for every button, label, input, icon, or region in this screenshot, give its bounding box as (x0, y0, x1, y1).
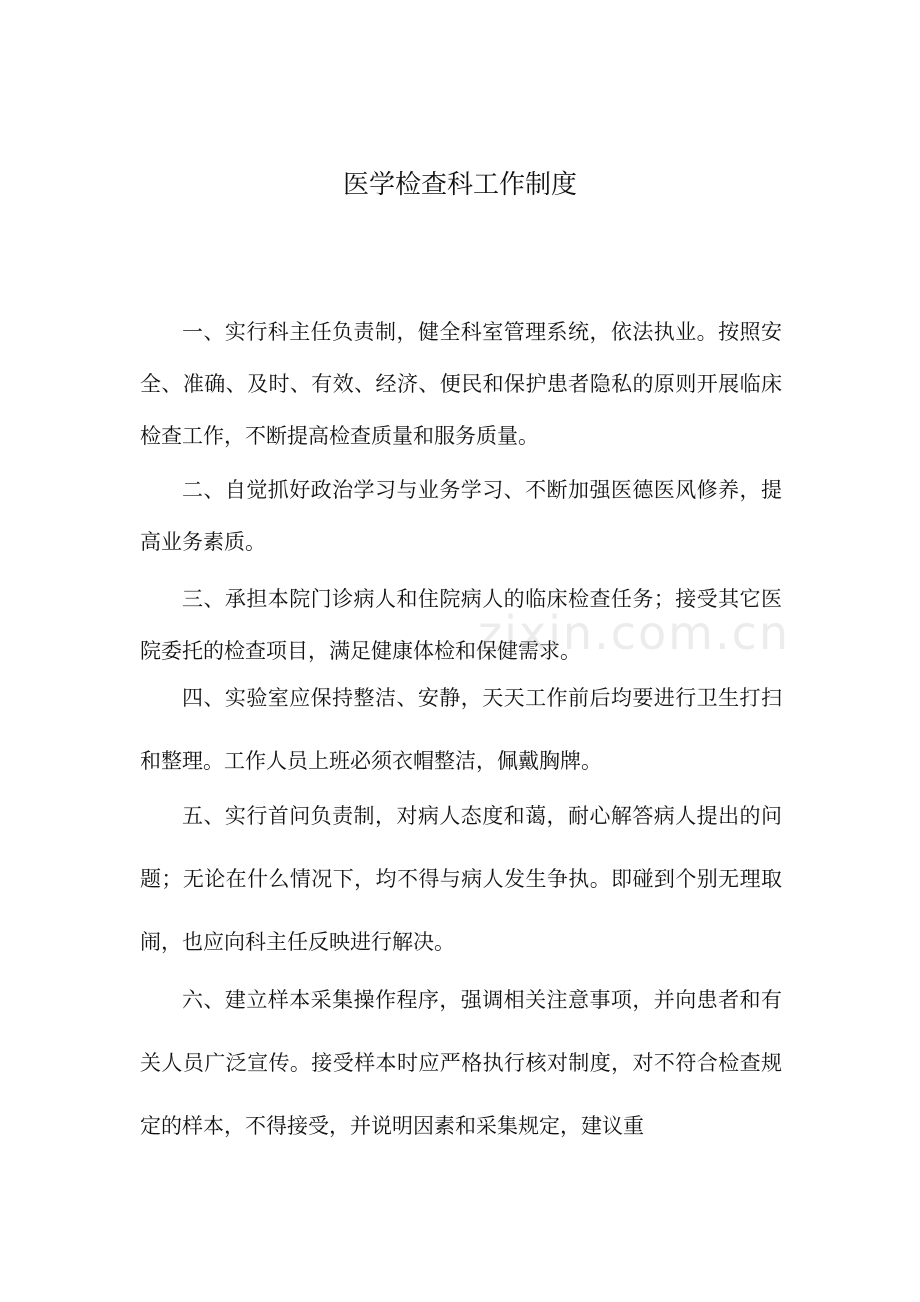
watermark: zixin.com.cn (478, 606, 791, 660)
paragraph-5: 五、实行首问负责制，对病人态度和蔼，耐心解答病人提出的问题；无论在什么情况下，均不得与病人发生争执。即碰到个别无理取闹，也应向科主任反映进行解决。 (140, 804, 782, 954)
paragraph-4: 四、实验室应保持整洁、安静，天天工作前后均要进行卫生打扫和整理。工作人员上班必须衣帽整洁，佩戴胸牌。 (140, 686, 782, 773)
paragraph-1: 一、实行科主任负责制，健全科室管理系统，依法执业。按照安全、准确、及时、有效、经济、便民和保护患者隐私的原则开展临床检查工作，不断提高检查质量和服务质量。 (140, 320, 782, 448)
paragraph-3: 三、承担本院门诊病人和住院病人的临床检查任务；接受其它医院委托的检查项目，满足健康体检和保健需求。 (140, 587, 782, 663)
paragraph-6: 六、建立样本采集操作程序，强调相关注意事项，并向患者和有关人员广泛宣传。接受样本时应严格执行核对制度，对不符合检查规定的样本，不得接受，并说明因素和采集规定，建议重 (140, 988, 782, 1138)
document-title: 医学检查科工作制度 (342, 170, 577, 200)
paragraph-2: 二、自觉抓好政治学习与业务学习、不断加强医德医风修养，提高业务素质。 (140, 478, 782, 554)
